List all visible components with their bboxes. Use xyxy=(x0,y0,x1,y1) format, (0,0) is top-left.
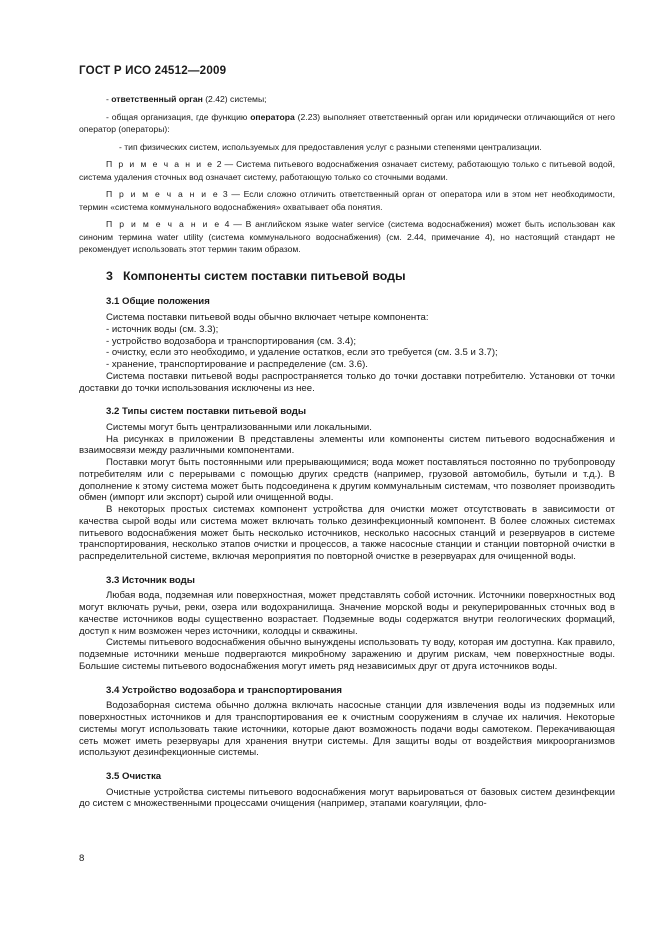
page-content xyxy=(79,93,615,810)
list-item: - хранение, транспортирование и распределение (см. 3.6). xyxy=(106,359,368,370)
subsection-3-5-heading: 3.5 Очистка xyxy=(106,771,162,783)
subsection-3-1-body: Система поставки питьевой воды обычно включает четыре компонента: - источник воды (см. 3.3); - устройство водозабора и транспортирования (см. 3.4); - очистку, если это необходимо, и удаление остатков, если это требуется (см. 3.5 и 3.7); - хранение, транспортирование и распределение (см. 3.6). Система поставки питьевой воды распространяется только до точки доставки потребителю. Установки от точки доставки до точки использования исключены из нее. xyxy=(79,312,615,394)
subsection-3-1-heading: 3.1 Общие положения xyxy=(106,296,210,308)
section-3-title: 3 Компоненты систем поставки питьевой воды xyxy=(106,269,406,284)
intro-block xyxy=(79,93,615,255)
note-2: П р и м е ч а н и е 2 — Система питьевого водоснабжения означает систему, работающую только с питьевой водой, система удаления сточных вод означает систему, работающую только со сточными водами. xyxy=(79,159,615,182)
list-item: - очистку, если это необходимо, и удаление остатков, если это требуется (см. 3.5 и 3.7); xyxy=(106,347,498,359)
subsection-3-4-heading: 3.4 Устройство водозабора и транспортирования xyxy=(106,684,342,696)
intro-item-3: - тип физических систем, используемых для предоставления услуг с разными степенями централизации. xyxy=(119,141,542,152)
subsection-3-3-heading: 3.3 Источник воды xyxy=(106,574,195,586)
note-4: П р и м е ч а н и е 4 — В английском языке water service (система водоснабжения) может быть использован как синоним термина water utility (система коммунального водоснабжения) (см. 2.44, примечание 4), но настоящий стандарт не рекомендует использовать этот термин таким образом. xyxy=(79,219,615,254)
list-item: - источник воды (см. 3.3); xyxy=(106,323,219,335)
intro-item-1: - ответственный орган (2.42) системы; xyxy=(106,94,267,104)
list-item: - устройство водозабора и транспортирования (см. 3.4); xyxy=(106,335,357,347)
page-number: 8 xyxy=(79,853,85,864)
note-label: П р и м е ч а н и е xyxy=(106,189,220,200)
note-label: П р и м е ч а н и е xyxy=(106,159,214,170)
subsection-3-4-body: Водозаборная система обычно должна включать насосные станции для извлечения воды из подземных или поверхностных источников и для транспортирования ее к очистным сооружениям в случае их наличия. Некоторые системы могут использовать такие источники, которые дают возможность подачи воды самотеком. Перекачивающая сеть может иметь резервуары для хранения внутри системы. Для защиты воды от воздействия микроорганизмов используют дезинфекционные системы. xyxy=(79,700,615,759)
intro-item-2: - общая организация, где функцию оператора (2.23) выполняет ответственный орган или юридически отличающийся от него оператор (операторы): xyxy=(79,111,615,134)
subsection-3-2-heading: 3.2 Типы систем поставки питьевой воды xyxy=(106,406,307,418)
term-operator: оператора xyxy=(250,111,295,122)
note-3: П р и м е ч а н и е 3 — Если сложно отличить ответственный орган от оператора или в этом нет необходимости, термин «система коммунального водоснабжения» охватывает оба понятия. xyxy=(79,189,615,212)
subsection-3-3-body: Любая вода, подземная или поверхностная, может представлять собой источник. Источники поверхностных вод могут включать ручьи, реки, озера или водохранилища. Значение морской воды и рекуперированных сточных вод в качестве источников воды существенно возрастает. Подземные воды содержатся внутри геологических формаций, доступ к ним возможен через источники, колодцы и скважины. Системы питьевого водоснабжения обычно вынуждены использовать ту воду, которая им доступна. Как правило, подземные источники меньше подвергаются микробному заражению и другим рискам, чем поверхностные воды. Большие системы питьевого водоснабжения могут иметь ряд независимых друг от друга источников воды. xyxy=(79,590,615,672)
note-label: П р и м е ч а н и е xyxy=(106,219,221,230)
subsection-3-5-body: Очистные устройства системы питьевого водоснабжения могут варьироваться от базовых систем дезинфекции до систем с множественными процессами очищения (например, этапами коагуляции, фло- xyxy=(79,786,615,810)
term-responsible-body: ответственный орган xyxy=(111,94,203,104)
subsection-3-2-body: Системы могут быть централизованными или локальными. На рисунках в приложении В представлены элементы или компоненты систем питьевого водоснабжения и взаимосвязи между различными компонентами. Поставки могут быть постоянными или прерывающимися; вода может поставляться постоянно по трубопроводу потребителям или с перерывами с помощью других средств (например, грузовой автомобиль, бутыли и т.д.). В дополнение к этому система может быть подсоединена к другим коммунальным системам, что позволяет производить обмен (импорт или экспорт) сырой или очищенной воды. В некоторых простых системах компонент устройства для очистки может отсутствовать в зависимости от качества сырой воды или система может включать только дезинфекционный компонент. В более сложных системах питьевого водоснабжения может быть несколько источников, несколько насосных станций и резервуаров в системе транспортирования, несколько этапов очистки и процессов, а также насосные станции и станции повторной очистки в распределительной системе, включая мероприятия по повторной очистке в резервуарах для очищенной воды. xyxy=(79,421,615,563)
doc-header-title: ГОСТ Р ИСО 24512—2009 xyxy=(79,64,227,77)
